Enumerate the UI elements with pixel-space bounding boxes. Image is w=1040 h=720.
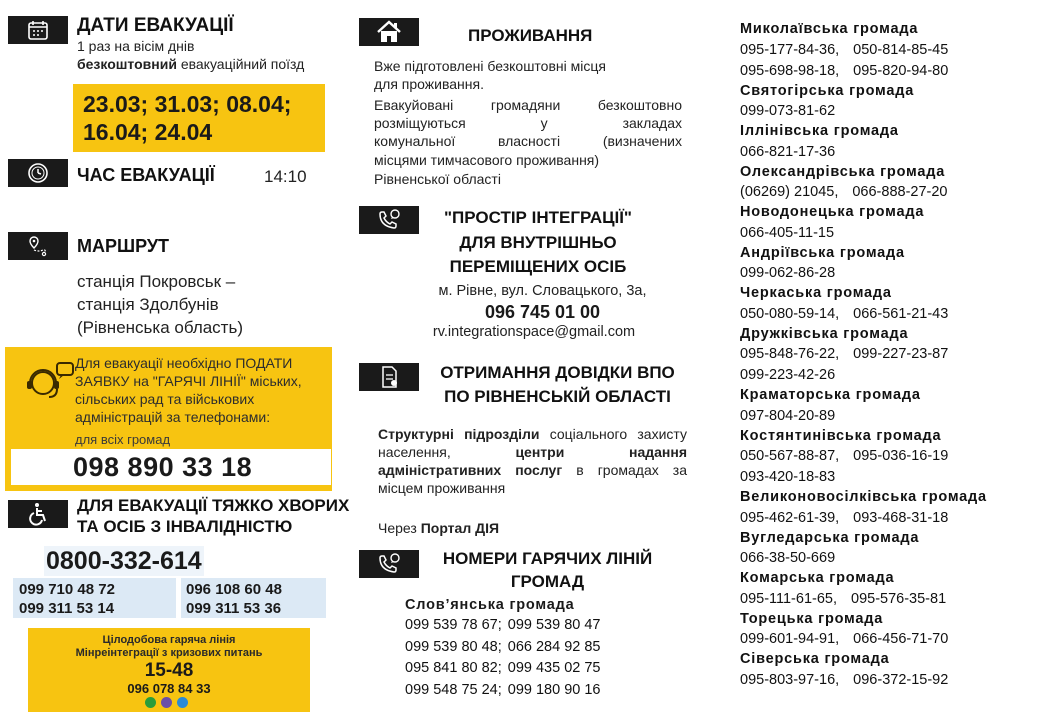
housing-line: розміщуються у закладах: [374, 115, 682, 131]
route-pin-icon: [27, 234, 49, 258]
community-name: Краматорська громада: [740, 387, 921, 403]
vpo-text-1: соціального захисту населення,: [378, 426, 687, 460]
community-name: Іллінівська громада: [740, 123, 899, 139]
slov-phone[interactable]: 099 180 90 16: [507, 681, 601, 698]
operator-headset-icon: [21, 359, 75, 405]
slov-phone-row: [405, 658, 601, 679]
sick-title-1: ДЛЯ ЕВАКУАЦІЇ ТЯЖКО ХВОРИХ: [77, 496, 350, 515]
community-block: [740, 203, 1030, 244]
sick-phone-l1[interactable]: 099 710 48 72: [19, 581, 115, 598]
hotlines-title-2: ГРОМАД: [510, 572, 585, 591]
community-name: Великоновосілківська громада: [740, 489, 987, 505]
minreint-line1: Цілодобова гаряча лінія: [102, 634, 236, 646]
house-icon-box: [359, 18, 419, 46]
train-label: евакуаційний поїзд: [176, 56, 305, 72]
community-phones: [740, 344, 1030, 365]
community-phone[interactable]: 093-468-31-18: [853, 509, 949, 526]
slov-phone-row: [405, 680, 601, 701]
slov-phone[interactable]: 066 284 92 85: [507, 638, 601, 655]
housing-line: комунальної власності (визначених: [374, 133, 682, 149]
telegram-icon: [177, 697, 188, 708]
community-block: [740, 325, 1030, 387]
time-value: 14:10: [264, 167, 307, 186]
apply-text-2: ЗАЯВКУ на "ГАРЯЧІ ЛІНІЇ" міських,: [75, 373, 302, 389]
free-label: безкоштовний: [77, 56, 177, 72]
dates-free-train: [77, 56, 304, 73]
sick-title-2: ТА ОСІБ З ІНВАЛІДНІСТЮ: [77, 517, 293, 536]
sick-phone-l2[interactable]: 099 311 53 14: [19, 600, 115, 617]
community-phones: [740, 365, 1030, 386]
clock-icon-box: [8, 159, 68, 187]
housing-line: місцями тимчасового проживання): [374, 152, 600, 168]
vpo-portal: [378, 520, 499, 537]
community-phone[interactable]: 099-062-86-28: [740, 265, 836, 281]
apply-phone-box: [11, 449, 331, 485]
sick-phones-right: [181, 578, 326, 618]
community-block: [740, 427, 1030, 489]
community-phone[interactable]: 095-177-84-36,: [740, 41, 840, 58]
community-phones: [740, 101, 1030, 122]
community-name: Сіверська громада: [740, 651, 890, 667]
vpo-title-1: ОТРИМАННЯ ДОВІДКИ ВПО: [440, 363, 675, 382]
housing-line: Рівненської області: [374, 171, 501, 187]
housing-line: Вже підготовлені безкоштовні місця: [374, 58, 606, 74]
viber-icon: [161, 697, 172, 708]
community-phone[interactable]: 095-803-97-16,: [740, 671, 840, 688]
integration-title-1: "ПРОСТІР ІНТЕГРАЦІЇ": [443, 208, 632, 227]
community-name: Вугледарська громада: [740, 529, 920, 546]
route-line1: станція Покровськ –: [77, 272, 236, 291]
house-icon: [376, 20, 402, 44]
housing-line: Евакуйовані громадяни безкоштовно: [374, 97, 682, 113]
community-name: Дружківська громада: [740, 325, 909, 342]
slov-phone[interactable]: 095 841 80 82;: [405, 660, 502, 676]
minreint-short[interactable]: 15-48: [144, 660, 194, 681]
community-phones: [740, 223, 1030, 244]
phone-icon-box-1: [359, 206, 419, 234]
community-phone[interactable]: 099-223-42-26: [740, 367, 836, 383]
community-phone[interactable]: 066-405-11-15: [740, 224, 835, 241]
community-phone[interactable]: 099-227-23-87: [853, 346, 949, 362]
community-block: [740, 650, 1030, 691]
community-phone[interactable]: 066-821-17-36: [740, 143, 836, 160]
minreint-line2: Мінреінтеграції з кризових питань: [75, 647, 263, 659]
community-phone[interactable]: 095-462-61-39,: [740, 509, 840, 526]
phone-icon-box-2: [359, 550, 419, 578]
hotlines-title-1: НОМЕРИ ГАРЯЧИХ ЛІНІЙ: [442, 549, 653, 568]
integration-title-2: ДЛЯ ВНУТРІШНЬО: [459, 233, 617, 252]
document-icon: [378, 365, 400, 389]
integration-email[interactable]: rv.integrationspace@gmail.com: [432, 324, 636, 340]
dates-frequency: 1 раз на вісім днів: [77, 38, 195, 54]
community-phone[interactable]: 095-698-98-18,: [740, 62, 840, 79]
community-phone[interactable]: 066-456-71-70: [853, 631, 949, 647]
integration-title-3: ПЕРЕМІЩЕНИХ ОСІБ: [449, 257, 627, 276]
vpo-text: [378, 425, 687, 497]
calendar-icon-box: [8, 16, 68, 44]
clock-icon: [26, 161, 50, 185]
vpo-text-bold-2: центри надання адміністративних послуг: [378, 444, 687, 478]
slov-phone[interactable]: 099 539 78 67;: [405, 617, 502, 633]
apply-text-3: сільських рад та військових: [75, 391, 255, 407]
dates-list-line1: 23.03; 31.03; 08.04;: [83, 91, 292, 117]
community-block: [740, 122, 1030, 163]
community-phone[interactable]: 066-561-21-43: [853, 305, 949, 322]
minreint-phone[interactable]: 096 078 84 33: [127, 681, 211, 696]
community-phone[interactable]: 050-080-59-14,: [740, 305, 840, 322]
apply-text-4: адміністрацій за телефонами:: [75, 409, 271, 425]
document-icon-box: [359, 363, 419, 391]
community-name: Комарська громада: [740, 570, 895, 586]
community-phones: [740, 304, 1030, 325]
community-block: [740, 569, 1030, 610]
dates-title: ДАТИ ЕВАКУАЦІЇ: [77, 15, 234, 36]
phone-chat-icon: [376, 208, 402, 232]
community-phone[interactable]: 097-804-20-89: [740, 407, 836, 424]
apply-phone[interactable]: 098 890 33 18: [73, 452, 253, 482]
community-block: [740, 529, 1030, 570]
slov-phone[interactable]: 099 539 80 48;: [405, 638, 502, 655]
community-name: Новодонецька громада: [740, 204, 925, 220]
wheelchair-icon: [27, 502, 49, 526]
portal-pre: Через: [378, 520, 421, 536]
integration-phone[interactable]: 096 745 01 00: [484, 302, 601, 322]
route-line2: станція Здолбунів: [77, 295, 219, 314]
community-phone[interactable]: 050-567-88-87,: [740, 448, 840, 464]
sick-phones-left: [13, 578, 176, 618]
route-title: МАРШРУТ: [77, 236, 170, 256]
slov-phone[interactable]: 099 539 80 47: [507, 617, 601, 633]
community-phone[interactable]: 095-576-35-81: [851, 590, 947, 607]
slov-community-name: Слов’янська громада: [405, 597, 575, 613]
community-block: [740, 488, 1030, 529]
minreint-box: [28, 628, 310, 712]
apply-box: [5, 347, 332, 491]
community-name: Торецька громада: [740, 610, 884, 627]
wheelchair-icon-box: [8, 500, 68, 528]
community-phones: [740, 182, 1030, 203]
community-phones: [740, 446, 1030, 467]
community-name: Олександрівська громада: [740, 163, 946, 180]
community-phones: [740, 508, 1030, 529]
community-phone[interactable]: 095-848-76-22,: [740, 346, 840, 362]
community-phone[interactable]: 096-372-15-92: [853, 671, 949, 688]
slov-phone-row: [405, 615, 601, 636]
community-phone[interactable]: 095-820-94-80: [853, 62, 949, 79]
community-block: [740, 163, 1030, 204]
dates-list-box: [73, 84, 325, 152]
community-phones: [740, 61, 1030, 82]
housing-line: для проживання.: [374, 76, 484, 92]
community-phone[interactable]: 093-420-18-83: [740, 469, 836, 485]
housing-title: ПРОЖИВАННЯ: [468, 26, 593, 45]
messenger-icons: [145, 697, 195, 709]
community-phone[interactable]: 099-073-81-62: [740, 103, 836, 119]
sick-hotline[interactable]: 0800-332-614: [46, 547, 202, 575]
slov-phone-row: [405, 637, 601, 658]
dates-list-line2: 16.04; 24.04: [83, 119, 213, 145]
community-phones: [740, 142, 1030, 163]
vpo-text-2: в громадах за місцем проживання: [378, 462, 687, 496]
calendar-icon: [27, 19, 49, 41]
route-line3: (Рівненська область): [77, 318, 243, 337]
community-name: Андріївська громада: [740, 244, 905, 261]
time-title: ЧАС ЕВАКУАЦІЇ: [77, 165, 215, 185]
community-phone[interactable]: 095-036-16-19: [853, 448, 949, 464]
apply-text-1: Для евакуації необхідно ПОДАТИ: [75, 355, 293, 371]
slov-phone[interactable]: 099 548 75 24;: [405, 681, 502, 698]
community-block: [740, 82, 1030, 123]
phone-chat-icon: [376, 552, 402, 576]
sick-phone-r2[interactable]: 099 311 53 36: [186, 600, 282, 617]
community-name: Миколаївська громада: [740, 21, 919, 37]
community-phone[interactable]: 095-111-61-65,: [740, 590, 838, 607]
community-block: [740, 610, 1030, 651]
community-phones: [740, 629, 1030, 650]
vpo-title-2: ПО РІВНЕНСЬКІЙ ОБЛАСТІ: [444, 387, 671, 406]
integration-address: м. Рівне, вул. Словацького, 3а,: [438, 283, 647, 299]
community-phones: [740, 406, 1030, 427]
community-phone[interactable]: (06269) 21045,: [740, 184, 839, 200]
communities-list: [740, 20, 1030, 691]
community-block: [740, 386, 1030, 427]
community-phones: [740, 467, 1030, 488]
community-phones: [740, 263, 1030, 284]
community-name: Святогірська громада: [740, 82, 915, 99]
community-phone[interactable]: 099-601-94-91,: [740, 631, 840, 647]
community-block: [740, 284, 1030, 325]
route-icon-box: [8, 232, 68, 260]
whatsapp-icon: [145, 697, 156, 708]
community-phone[interactable]: 066-38-50-669: [740, 550, 836, 566]
community-phone[interactable]: 050-814-85-45: [853, 41, 949, 58]
vpo-text-bold-1: Структурні підрозділи: [378, 426, 540, 442]
community-phones: [740, 40, 1030, 61]
portal-link[interactable]: Портал ДІЯ: [420, 520, 500, 536]
sick-phone-r1[interactable]: 096 108 60 48: [186, 581, 282, 598]
slov-phone[interactable]: 099 435 02 75: [507, 660, 601, 676]
community-name: Черкаська громада: [740, 285, 892, 301]
apply-for-all: для всіх громад: [75, 432, 171, 447]
community-block: [740, 244, 1030, 285]
community-phones: [740, 670, 1030, 691]
community-name: Костянтинівська громада: [740, 427, 942, 444]
community-phones: [740, 548, 1030, 569]
community-phone[interactable]: 066-888-27-20: [852, 184, 948, 200]
community-phones: [740, 589, 1030, 610]
community-block: [740, 20, 1030, 82]
